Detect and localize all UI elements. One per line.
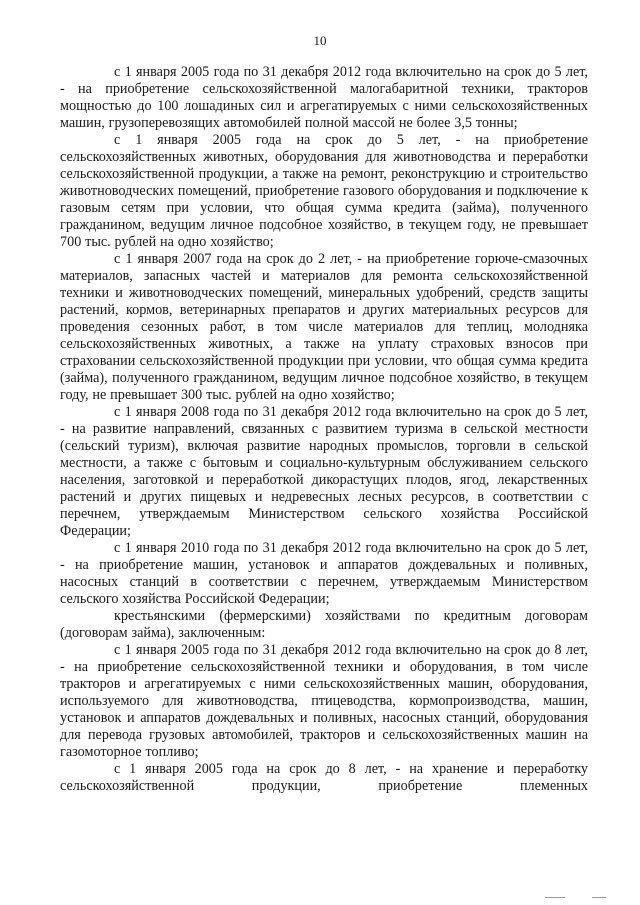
paragraph-credit-livestock: с 1 января 2005 года на срок до 5 лет, - на приобретение сельскохозяйственных животных, оборудования для животноводства и переработки сельскохозяйственной продукции, а также на ремонт, реконструкцию и строительство животноводческих помещений, приобретение газового оборудования и подключение к газовым сетям при условии, что общая сумма кредита (займа), полученного гражданином, ведущим личное подсобное хозяйство, в текущем году, не превышает 700 тыс. рублей на одно хозяйство; [60,132,588,250]
paragraph-farm-credit-equipment: с 1 января 2005 года по 31 декабря 2012 года включительно на срок до 8 лет, - на приобретение сельскохозяйственной техники и оборудования, в том числе тракторов и агрегатируемых с ними сельскохозяйственных машин, оборудования, используемого для животноводства, птицеводства, кормопроизводства, машин, установок и аппаратов дождевальных и поливных, насосных станций, оборудования для перевода грузовых автомобилей, тракторов и сельскохозяйственных машин на газомоторное топливо; [60,642,588,760]
scan-artifact-line [545,897,565,898]
page-number: 10 [313,33,327,48]
scan-artifact-line [592,897,606,898]
paragraph-farm-credit-processing: с 1 января 2005 года на срок до 8 лет, - на хранение и переработку сельскохозяйственной продукции, приобретение племенных [60,761,588,794]
paragraph-credit-seasonal-works: с 1 января 2007 года на срок до 2 лет, - на приобретение горюче-смазочных материалов, запасных частей и материалов для ремонта сельскохозяйственной техники и животноводческих помещений, минеральных удобрений, средств защиты растений, кормов, ветеринарных препаратов и других материальных ресурсов для проведения сезонных работ, в том числе материалов для теплиц, молодняка сельскохозяйственных животных, а также на уплату страховых взносов при страховании сельскохозяйственной продукции при условии, что общая сумма кредита (займа), полученного гражданином, ведущим личное подсобное хозяйство, в текущем году, не превышает 300 тыс. рублей на одно хозяйство; [60,251,588,403]
paragraph-credit-rural-tourism: с 1 января 2008 года по 31 декабря 2012 года включительно на срок до 5 лет, - на развитие направлений, связанных с развитием туризма в сельской местности (сельский туризм), включая развитие народных промыслов, торговли в сельской местности, а также с бытовым и социально-культурным обслуживанием сельского населения, заготовкой и переработкой дикорастущих плодов, ягод, лекарственных растений и других пищевых и недревесных лесных ресурсов, в соответствии с перечнем, утверждаемым Министерством сельского хозяйства Российской Федерации; [60,404,588,539]
paragraph-credit-small-machinery: с 1 января 2005 года по 31 декабря 2012 года включительно на срок до 5 лет, - на приобретение сельскохозяйственной малогабаритной техники, тракторов мощностью до 100 лошадиных сил и агрегатируемых с ними сельскохозяйственных машин, грузоперевозящих автомобилей полной массой не более 3,5 тонны; [60,64,588,131]
document-body [60,64,588,795]
paragraph-farm-households-intro: крестьянскими (фермерскими) хозяйствами по кредитным договорам (договорам займа), заключенным: [60,608,588,641]
paragraph-credit-irrigation: с 1 января 2010 года по 31 декабря 2012 года включительно на срок до 5 лет, - на приобретение машин, установок и аппаратов дождевальных и поливных, насосных станций в соответствии с перечнем, утверждаемым Министерством сельского хозяйства Российской Федерации; [60,540,588,607]
